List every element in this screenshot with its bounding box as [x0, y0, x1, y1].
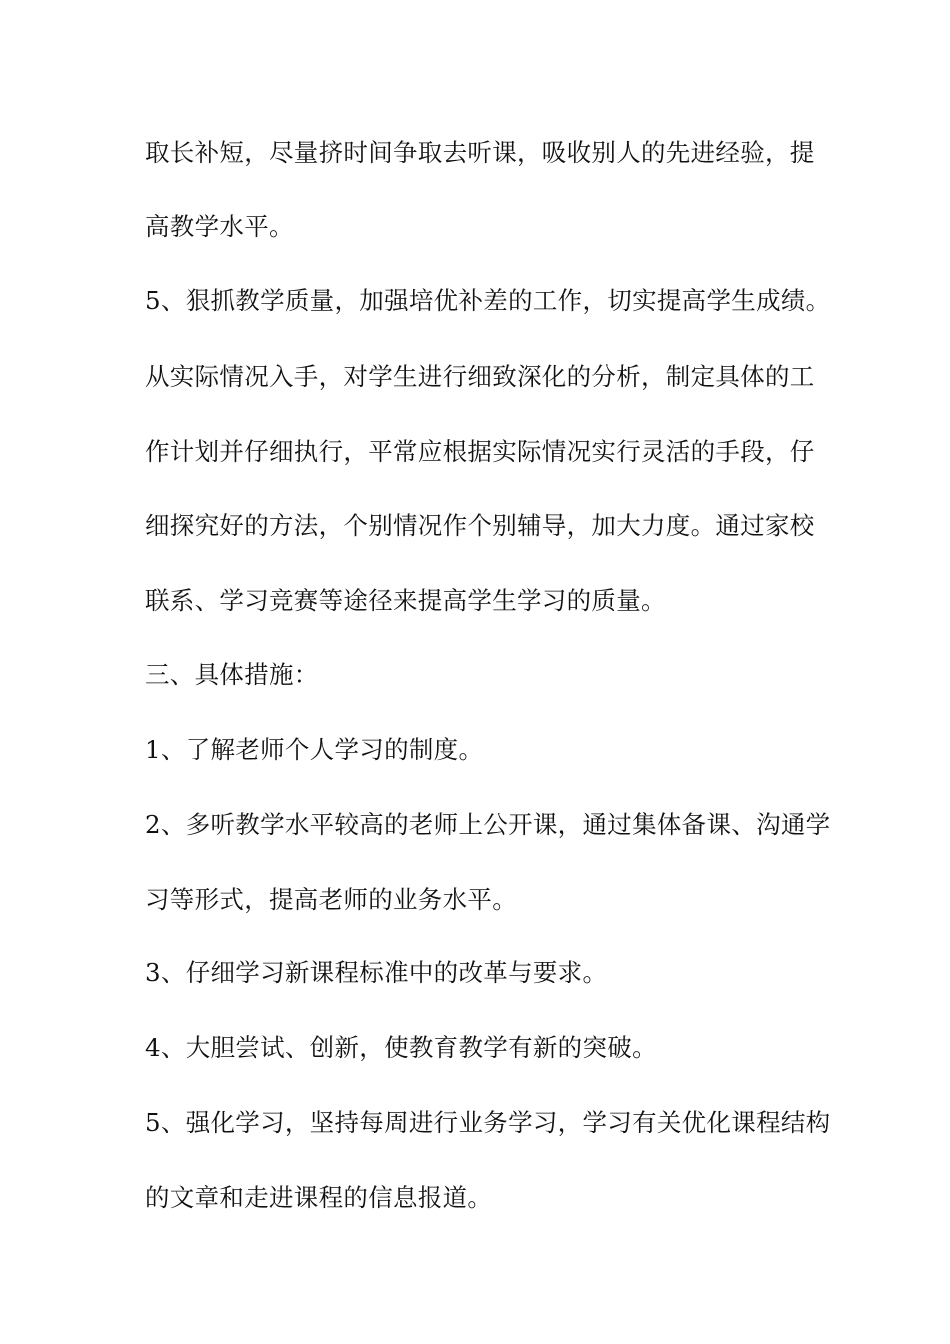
paragraph-line: 的文章和走进课程的信息报道。 [145, 1183, 493, 1212]
paragraph-line: 从实际情况入手，对学生进行细致深化的分析，制定具体的工 [145, 362, 815, 391]
paragraph-line: 取长补短，尽量挤时间争取去听课，吸收别人的先进经验，提 [145, 138, 815, 167]
section-heading: 三、具体措施： [145, 660, 319, 689]
list-item-line: 4、大胆尝试、创新，使教育教学有新的突破。 [145, 1033, 657, 1062]
paragraph-line: 细探究好的方法，个别情况作个别辅导，加大力度。通过家校 [145, 511, 815, 540]
list-item-line: 5、强化学习，坚持每周进行业务学习，学习有关优化课程结构 [145, 1108, 831, 1137]
list-item-line: 1、了解老师个人学习的制度。 [145, 735, 484, 764]
list-item-line: 2、多听教学水平较高的老师上公开课，通过集体备课、沟通学 [145, 810, 831, 839]
paragraph-line: 高教学水平。 [145, 212, 294, 241]
list-item-line: 5、狠抓教学质量，加强培优补差的工作，切实提高学生成绩。 [145, 286, 831, 315]
paragraph-line: 习等形式，提高老师的业务水平。 [145, 885, 517, 914]
list-item-line: 3、仔细学习新课程标准中的改革与要求。 [145, 958, 608, 987]
paragraph-line: 作计划并仔细执行，平常应根据实际情况实行灵活的手段，仔 [145, 437, 815, 466]
paragraph-line: 联系、学习竞赛等途径来提高学生学习的质量。 [145, 586, 666, 615]
